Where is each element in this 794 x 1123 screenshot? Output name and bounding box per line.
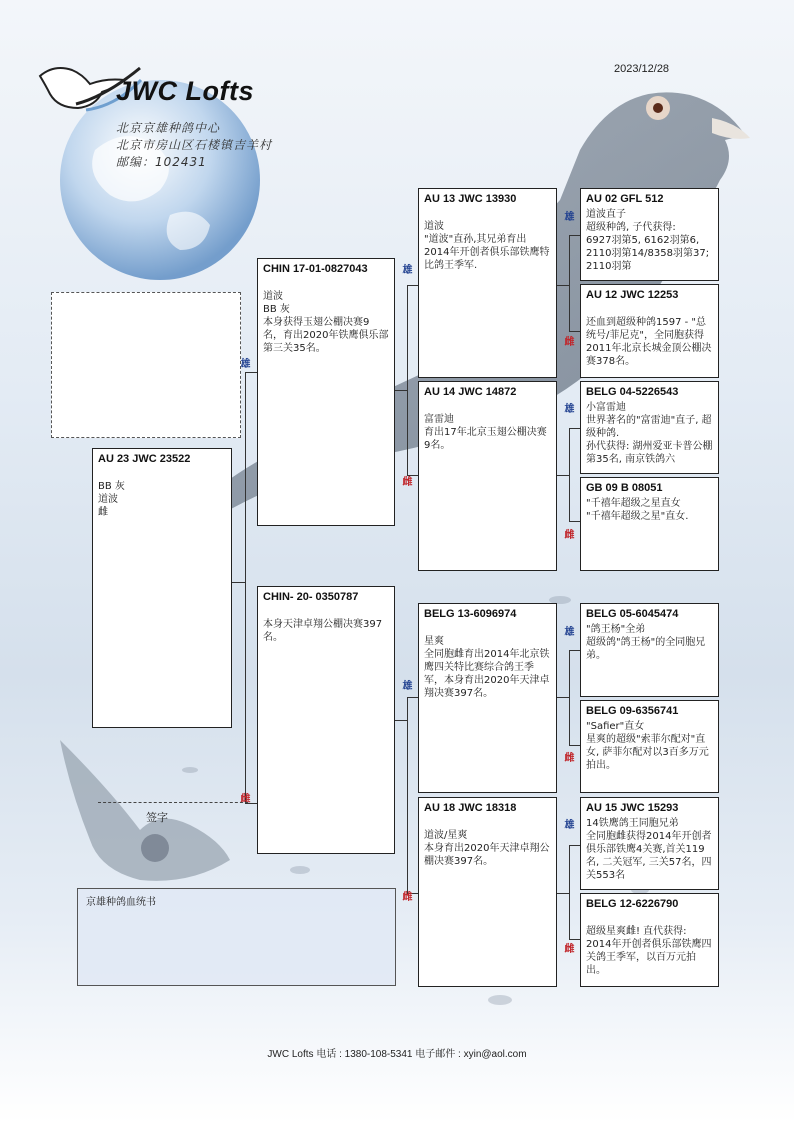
- male-marker: 雄: [402, 681, 413, 692]
- bird-description: 超级星爽雌! 直代获得: 2014年开创者俱乐部铁鹰四关鸽王季军，以百万元拍出。: [586, 926, 712, 976]
- ring-number: AU 12 JWC 12253: [586, 289, 679, 301]
- bird-description: 富雷迪 育出17年北京玉翅公棚决赛9名。: [424, 414, 547, 451]
- address-line-1: 北京京雄种鸽中心: [116, 121, 221, 135]
- female-marker: 雌: [402, 477, 413, 488]
- ring-number: AU 13 JWC 13930: [424, 193, 517, 205]
- bird-description: BB 灰 道波 雌: [98, 481, 125, 518]
- ring-number: BELG 12-6226790: [586, 898, 679, 910]
- grandparent-card-4[interactable]: [418, 797, 557, 987]
- ring-number: AU 14 JWC 14872: [424, 386, 517, 398]
- great-grandparent-card-6[interactable]: [580, 700, 719, 793]
- ring-number: CHIN 17-01-0827043: [263, 263, 368, 275]
- ring-number: AU 18 JWC 18318: [424, 802, 517, 814]
- signature-label: 签字: [146, 811, 168, 824]
- great-grandparent-card-5[interactable]: [580, 603, 719, 697]
- female-marker: 雌: [564, 753, 575, 764]
- male-marker: 雄: [402, 265, 413, 276]
- certificate-title: 京雄种鸽血统书: [86, 897, 156, 908]
- logo-text: JWC Lofts: [116, 76, 254, 106]
- ring-number: CHIN- 20- 0350787: [263, 591, 359, 603]
- subject-bird-card[interactable]: [92, 448, 232, 728]
- female-marker: 雌: [564, 944, 575, 955]
- grandparent-card-2[interactable]: [418, 381, 557, 571]
- ring-number: BELG 04-5226543: [586, 386, 679, 398]
- female-marker: 雌: [240, 794, 251, 805]
- bird-description: 道波 "道波"直孙,其兄弟育出2014年开创者俱乐部铁鹰特比鸽王季军.: [424, 221, 550, 271]
- bird-description: 14铁鹰鸽王同胞兄弟 全同胞雌获得2014年开创者俱乐部铁鹰4关赛,首关119名, 二关冠军, 三关57名，四关553名: [586, 818, 712, 881]
- male-marker: 雄: [564, 212, 575, 223]
- ring-number: GB 09 B 08051: [586, 482, 663, 494]
- female-marker: 雌: [564, 337, 575, 348]
- sire-card[interactable]: [257, 258, 395, 526]
- bird-description: 还血到超级种鸽1597 - "总统号/菲尼克"，全同胞获得2011年北京长城金顶公棚决赛378名。: [586, 317, 712, 367]
- ring-number: BELG 13-6096974: [424, 608, 517, 620]
- bird-description: 道波 BB 灰 本身获得玉翅公棚决赛9名，育出2020年铁鹰俱乐部第三关35名。: [263, 291, 389, 354]
- great-grandparent-card-1[interactable]: [580, 188, 719, 281]
- great-grandparent-card-2[interactable]: [580, 284, 719, 378]
- ring-number: BELG 09-6356741: [586, 705, 679, 717]
- great-grandparent-card-4[interactable]: [580, 477, 719, 571]
- female-marker: 雌: [402, 892, 413, 903]
- photo-placeholder[interactable]: [51, 292, 241, 438]
- bird-description: "鸽王杨"全弟 超级鸽"鸽王杨"的全同胞兄弟。: [586, 624, 706, 661]
- bird-description: "Safier"直女 星爽的超级"索菲尔配对"直女, 萨菲尔配对以3百多万元拍出。: [586, 721, 709, 771]
- great-grandparent-card-7[interactable]: [580, 797, 719, 890]
- bird-description: "千禧年超级之星直女 "千禧年超级之星"直女.: [586, 498, 689, 522]
- male-marker: 雄: [240, 359, 251, 370]
- grandparent-card-3[interactable]: [418, 603, 557, 793]
- bird-description: 本身天津卓翔公棚决赛397名。: [263, 619, 383, 643]
- great-grandparent-card-3[interactable]: [580, 381, 719, 474]
- bird-description: 小富雷迪 世界著名的"富雷迪"直子, 超级种鸽. 孙代获得: 湖州爱亚卡普公棚第35名, 南京铁鸽六: [586, 402, 713, 465]
- male-marker: 雄: [564, 820, 575, 831]
- grandparent-card-1[interactable]: [418, 188, 557, 378]
- bird-description: 道波/星爽 本身育出2020年天津卓翔公棚决赛397名。: [424, 830, 550, 867]
- male-marker: 雄: [564, 404, 575, 415]
- ring-number: AU 02 GFL 512: [586, 193, 664, 205]
- bird-description: 道波直子 超级种鸽, 子代获得: 6927羽第5, 6162羽第6, 2110羽第14/8358羽第37; 2110羽第: [586, 209, 710, 272]
- certificate-title-box: [77, 888, 396, 986]
- ring-number: BELG 05-6045474: [586, 608, 679, 620]
- ring-number: AU 15 JWC 15293: [586, 802, 679, 814]
- male-marker: 雄: [564, 627, 575, 638]
- signature-line: [98, 802, 248, 803]
- footer-contact: JWC Lofts 电话 : 1380-108-5341 电子邮件 : xyin@aol.com: [267, 1049, 527, 1060]
- ring-number: AU 23 JWC 23522: [98, 453, 191, 465]
- bird-description: 星爽 全同胞雌育出2014年北京铁鹰四关特比赛综合鸽王季军，本身育出2020年天津卓翔决赛397名。: [424, 636, 550, 699]
- postal-code: 邮编：102431: [116, 155, 207, 169]
- female-marker: 雌: [564, 530, 575, 541]
- address-line-2: 北京市房山区石楼镇吉羊村: [116, 138, 273, 152]
- great-grandparent-card-8[interactable]: [580, 893, 719, 987]
- date: 2023/12/28: [614, 63, 670, 75]
- dam-card[interactable]: [257, 586, 395, 854]
